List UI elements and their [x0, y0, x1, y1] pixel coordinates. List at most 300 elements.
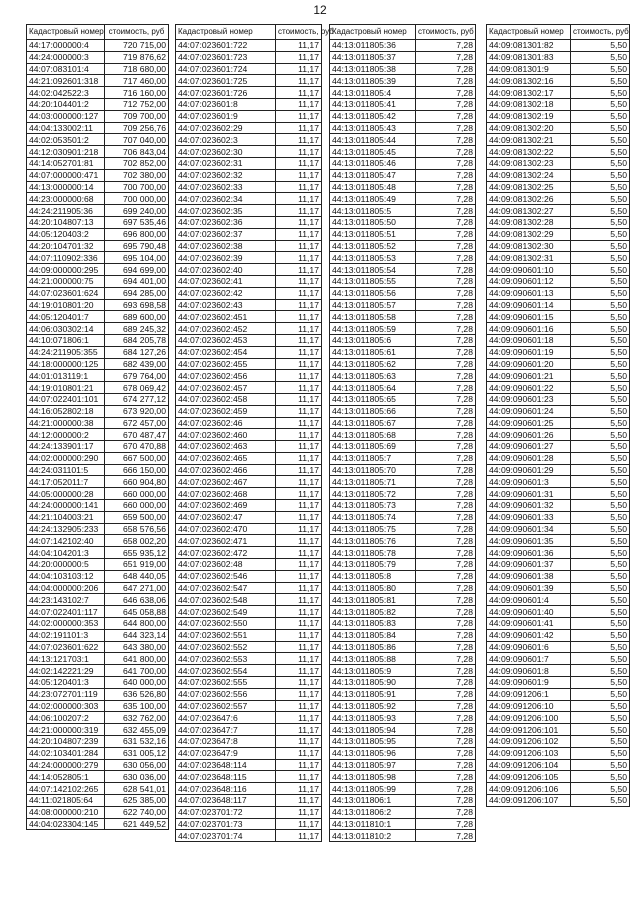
cadastral-number-cell: 44:13:011805:8	[330, 570, 416, 582]
cost-cell: 7,28	[416, 299, 476, 311]
cadastral-number-cell: 44:09:090601:32	[487, 500, 571, 512]
cadastral-number-cell: 44:07:023602:471	[176, 535, 276, 547]
cost-cell: 645 058,88	[105, 606, 169, 618]
cost-cell: 716 160,00	[105, 87, 169, 99]
cadastral-number-cell: 44:11:021805:64	[27, 795, 105, 807]
cost-cell: 689 245,32	[105, 323, 169, 335]
table-row	[27, 382, 169, 394]
table-row	[176, 511, 322, 523]
cost-cell: 5,50	[571, 618, 630, 630]
cost-cell: 5,50	[571, 275, 630, 287]
table-row	[487, 677, 630, 689]
table-row	[176, 275, 322, 287]
table-row	[27, 264, 169, 276]
table-row	[487, 700, 630, 712]
cost-cell: 5,50	[571, 240, 630, 252]
cost-cell: 658 576,56	[105, 523, 169, 535]
cost-cell: 7,28	[416, 712, 476, 724]
table-row	[176, 334, 322, 346]
cadastral-number-cell: 44:07:023648:117	[176, 795, 276, 807]
cost-cell: 5,50	[571, 452, 630, 464]
cost-cell: 5,50	[571, 629, 630, 641]
cost-cell: 7,28	[416, 441, 476, 453]
cost-cell: 5,50	[571, 535, 630, 547]
table-row	[27, 464, 169, 476]
table-row	[176, 818, 322, 830]
table-row	[176, 393, 322, 405]
table-row	[330, 417, 476, 429]
cost-cell: 5,50	[571, 511, 630, 523]
cadastral-number-cell: 44:09:090601:4	[487, 594, 571, 606]
cadastral-number-cell: 44:09:081302:21	[487, 134, 571, 146]
cadastral-number-cell: 44:09:090601:28	[487, 452, 571, 464]
table-row	[27, 488, 169, 500]
table-row	[27, 547, 169, 559]
cost-cell: 7,28	[416, 51, 476, 63]
table-row	[330, 441, 476, 453]
cadastral-number-cell: 44:05:120401:3	[27, 677, 105, 689]
cost-cell: 7,28	[416, 783, 476, 795]
cadastral-number-cell: 44:09:081302:22	[487, 146, 571, 158]
table-row	[487, 417, 630, 429]
cost-cell: 7,28	[416, 216, 476, 228]
cadastral-number-cell: 44:13:011805:76	[330, 535, 416, 547]
cadastral-number-cell: 44:07:022401:117	[27, 606, 105, 618]
table-row	[330, 547, 476, 559]
table-row	[27, 736, 169, 748]
cadastral-number-cell: 44:13:011805:43	[330, 122, 416, 134]
cost-cell: 697 535,46	[105, 216, 169, 228]
cadastral-number-cell: 44:13:011805:52	[330, 240, 416, 252]
table-row	[330, 334, 476, 346]
table-row	[27, 582, 169, 594]
table-row	[27, 299, 169, 311]
table-row	[330, 110, 476, 122]
table-row	[27, 523, 169, 535]
table-row	[330, 287, 476, 299]
cadastral-number-cell: 44:07:110902:336	[27, 252, 105, 264]
cadastral-number-cell: 44:07:023701:74	[176, 830, 276, 842]
cadastral-number-cell: 44:13:011805:72	[330, 488, 416, 500]
table-row	[27, 653, 169, 665]
table-row	[330, 169, 476, 181]
table-row	[330, 205, 476, 217]
cost-cell: 5,50	[571, 334, 630, 346]
cost-cell: 667 500,00	[105, 452, 169, 464]
cadastral-number-cell: 44:09:091206:100	[487, 712, 571, 724]
cadastral-number-cell: 44:07:023647:9	[176, 747, 276, 759]
cost-cell: 5,50	[571, 641, 630, 653]
table-row	[176, 75, 322, 87]
table-row	[487, 629, 630, 641]
cadastral-number-cell: 44:07:023602:40	[176, 264, 276, 276]
cost-cell: 660 000,00	[105, 500, 169, 512]
cost-cell: 702 380,00	[105, 169, 169, 181]
cost-cell: 11,17	[276, 629, 322, 641]
cost-cell: 7,28	[416, 618, 476, 630]
table-row	[27, 535, 169, 547]
table-row	[487, 712, 630, 724]
cost-cell: 11,17	[276, 169, 322, 181]
cost-cell: 11,17	[276, 216, 322, 228]
cadastral-number-cell: 44:24:133901:17	[27, 441, 105, 453]
table-row	[487, 535, 630, 547]
table-row	[176, 606, 322, 618]
cadastral-number-cell: 44:13:011805:38	[330, 63, 416, 75]
table-row	[176, 771, 322, 783]
cadastral-number-cell: 44:09:090601:6	[487, 641, 571, 653]
cost-cell: 11,17	[276, 476, 322, 488]
cost-cell: 5,50	[571, 559, 630, 571]
cost-cell: 11,17	[276, 606, 322, 618]
cost-cell: 7,28	[416, 547, 476, 559]
cost-cell: 11,17	[276, 346, 322, 358]
cost-cell: 5,50	[571, 429, 630, 441]
cadastral-number-cell: 44:13:011805:86	[330, 641, 416, 653]
cost-cell: 7,28	[416, 417, 476, 429]
cost-cell: 11,17	[276, 535, 322, 547]
table-row	[27, 122, 169, 134]
cost-cell: 11,17	[276, 547, 322, 559]
table-row	[487, 747, 630, 759]
table-row	[27, 157, 169, 169]
cost-cell: 666 150,00	[105, 464, 169, 476]
table-row	[487, 653, 630, 665]
cadastral-number-cell: 44:13:011805:65	[330, 393, 416, 405]
cadastral-number-cell: 44:09:090601:14	[487, 299, 571, 311]
cost-cell: 11,17	[276, 393, 322, 405]
cost-cell: 5,50	[571, 299, 630, 311]
table-row	[176, 358, 322, 370]
cadastral-number-cell: 44:19:010801:20	[27, 299, 105, 311]
cost-cell: 11,17	[276, 299, 322, 311]
cadastral-number-cell: 44:07:023648:116	[176, 783, 276, 795]
cadastral-number-cell: 44:21:000000:38	[27, 417, 105, 429]
table-row	[176, 629, 322, 641]
cadastral-number-cell: 44:13:011805:67	[330, 417, 416, 429]
cadastral-number-cell: 44:07:023602:554	[176, 665, 276, 677]
cost-cell: 7,28	[416, 641, 476, 653]
table-row	[176, 830, 322, 842]
cadastral-number-cell: 44:13:011805:6	[330, 334, 416, 346]
cadastral-number-cell: 44:07:023601:725	[176, 75, 276, 87]
cost-cell: 7,28	[416, 370, 476, 382]
table-row	[176, 535, 322, 547]
cadastral-number-cell: 44:09:090601:9	[487, 677, 571, 689]
cost-cell: 7,28	[416, 311, 476, 323]
cost-cell: 11,17	[276, 205, 322, 217]
cadastral-number-cell: 44:09:090601:7	[487, 653, 571, 665]
cost-cell: 11,17	[276, 134, 322, 146]
cost-cell: 694 401,00	[105, 275, 169, 287]
cost-cell: 11,17	[276, 464, 322, 476]
cost-cell: 7,28	[416, 181, 476, 193]
cadastral-number-cell: 44:13:011805:82	[330, 606, 416, 618]
table-row	[330, 665, 476, 677]
cost-cell: 7,28	[416, 476, 476, 488]
table-row	[176, 193, 322, 205]
table-row	[176, 559, 322, 571]
cost-cell: 631 532,16	[105, 736, 169, 748]
table-row	[176, 759, 322, 771]
cost-cell: 5,50	[571, 370, 630, 382]
cadastral-number-cell: 44:07:023647:8	[176, 736, 276, 748]
table-row	[330, 476, 476, 488]
cadastral-number-cell: 44:04:104201:3	[27, 547, 105, 559]
column-header-cadastral-number: Кадастровый номер	[330, 25, 416, 40]
cadastral-number-cell: 44:07:142102:265	[27, 783, 105, 795]
cadastral-number-cell: 44:07:023602:456	[176, 370, 276, 382]
table-row	[176, 783, 322, 795]
cadastral-number-cell: 44:09:081301:9	[487, 63, 571, 75]
cost-cell: 5,50	[571, 795, 630, 807]
cadastral-number-cell: 44:07:023602:454	[176, 346, 276, 358]
table-header-row	[176, 25, 322, 40]
cadastral-number-cell: 44:07:023602:465	[176, 452, 276, 464]
table-row	[27, 370, 169, 382]
cadastral-number-cell: 44:12:030901:218	[27, 146, 105, 158]
cadastral-number-cell: 44:09:081302:28	[487, 216, 571, 228]
table-row	[27, 606, 169, 618]
cost-cell: 5,50	[571, 417, 630, 429]
table-row	[27, 641, 169, 653]
cost-cell: 7,28	[416, 736, 476, 748]
table-row	[487, 688, 630, 700]
table-row	[487, 511, 630, 523]
table-row	[487, 110, 630, 122]
table-row	[330, 228, 476, 240]
table-row	[330, 464, 476, 476]
cadastral-number-cell: 44:02:053501:2	[27, 134, 105, 146]
table-row	[487, 559, 630, 571]
table-row	[330, 677, 476, 689]
cadastral-number-cell: 44:09:090601:13	[487, 287, 571, 299]
cadastral-number-cell: 44:09:090601:16	[487, 323, 571, 335]
column-header-cadastral-number: Кадастровый номер	[487, 25, 571, 40]
table-row	[27, 700, 169, 712]
table-row	[176, 724, 322, 736]
cost-cell: 706 843,04	[105, 146, 169, 158]
cost-cell: 5,50	[571, 287, 630, 299]
cost-cell: 11,17	[276, 75, 322, 87]
table-row	[487, 783, 630, 795]
table-row	[487, 205, 630, 217]
cadastral-number-cell: 44:07:023602:455	[176, 358, 276, 370]
cadastral-number-cell: 44:13:011805:96	[330, 747, 416, 759]
table-row	[176, 181, 322, 193]
table-row	[330, 795, 476, 807]
cost-cell: 11,17	[276, 275, 322, 287]
cost-cell: 7,28	[416, 334, 476, 346]
table-row	[176, 665, 322, 677]
cadastral-number-cell: 44:20:104807:13	[27, 216, 105, 228]
cost-cell: 11,17	[276, 759, 322, 771]
cost-cell: 700 700,00	[105, 181, 169, 193]
cadastral-number-cell: 44:07:023602:39	[176, 252, 276, 264]
cost-cell: 7,28	[416, 146, 476, 158]
table-row	[176, 311, 322, 323]
table-row	[176, 582, 322, 594]
table-row	[487, 641, 630, 653]
cadastral-number-cell: 44:13:011810:1	[330, 818, 416, 830]
table-row	[330, 724, 476, 736]
cost-cell: 11,17	[276, 594, 322, 606]
cadastral-number-cell: 44:09:090601:24	[487, 405, 571, 417]
cadastral-number-cell: 44:07:023602:48	[176, 559, 276, 571]
cost-cell: 11,17	[276, 323, 322, 335]
cost-cell: 5,50	[571, 688, 630, 700]
cadastral-number-cell: 44:07:023602:36	[176, 216, 276, 228]
cost-cell: 720 715,00	[105, 40, 169, 52]
table-row	[176, 441, 322, 453]
cost-cell: 5,50	[571, 488, 630, 500]
cadastral-number-cell: 44:18:000000:125	[27, 358, 105, 370]
cost-cell: 5,50	[571, 146, 630, 158]
cost-cell: 679 764,00	[105, 370, 169, 382]
cost-cell: 11,17	[276, 181, 322, 193]
cost-cell: 5,50	[571, 110, 630, 122]
table-row	[487, 51, 630, 63]
cost-cell: 11,17	[276, 665, 322, 677]
cadastral-number-cell: 44:09:081302:31	[487, 252, 571, 264]
cadastral-number-cell: 44:13:011805:56	[330, 287, 416, 299]
cadastral-number-cell: 44:24:211905:355	[27, 346, 105, 358]
cadastral-number-cell: 44:07:023601:724	[176, 63, 276, 75]
cost-cell: 630 036,00	[105, 771, 169, 783]
table-row	[176, 228, 322, 240]
table-row	[487, 87, 630, 99]
cost-cell: 673 920,00	[105, 405, 169, 417]
cost-cell: 5,50	[571, 712, 630, 724]
cadastral-number-cell: 44:13:011805:59	[330, 323, 416, 335]
cadastral-number-cell: 44:13:011805:5	[330, 205, 416, 217]
cadastral-number-cell: 44:07:023602:472	[176, 547, 276, 559]
table-row	[176, 594, 322, 606]
table-row	[27, 358, 169, 370]
table-row	[330, 535, 476, 547]
table-row	[27, 476, 169, 488]
cost-cell: 11,17	[276, 40, 322, 52]
cost-cell: 5,50	[571, 747, 630, 759]
cadastral-number-cell: 44:13:011805:4	[330, 87, 416, 99]
cost-cell: 659 500,00	[105, 511, 169, 523]
cadastral-number-cell: 44:09:090601:10	[487, 264, 571, 276]
table-row	[330, 346, 476, 358]
cadastral-number-cell: 44:13:011805:51	[330, 228, 416, 240]
cadastral-number-cell: 44:09:090601:41	[487, 618, 571, 630]
cost-cell: 682 439,00	[105, 358, 169, 370]
cost-cell: 7,28	[416, 700, 476, 712]
table-row	[487, 228, 630, 240]
cadastral-number-cell: 44:07:023602:29	[176, 122, 276, 134]
column-header-cost: стоимость, руб	[105, 25, 169, 40]
cost-cell: 5,50	[571, 665, 630, 677]
cadastral-number-cell: 44:09:090601:18	[487, 334, 571, 346]
table-row	[27, 747, 169, 759]
cadastral-number-cell: 44:07:023602:457	[176, 382, 276, 394]
cadastral-number-cell: 44:07:023602:469	[176, 500, 276, 512]
cadastral-number-cell: 44:07:023602:470	[176, 523, 276, 535]
cadastral-number-cell: 44:07:023602:557	[176, 700, 276, 712]
cost-cell: 632 455,09	[105, 724, 169, 736]
cost-cell: 695 104,00	[105, 252, 169, 264]
cost-cell: 7,28	[416, 795, 476, 807]
table-row	[176, 287, 322, 299]
table-row	[27, 87, 169, 99]
cost-cell: 7,28	[416, 559, 476, 571]
cost-cell: 660 000,00	[105, 488, 169, 500]
cost-cell: 7,28	[416, 157, 476, 169]
cost-cell: 11,17	[276, 736, 322, 748]
cadastral-number-cell: 44:17:052011:7	[27, 476, 105, 488]
cost-cell: 7,28	[416, 382, 476, 394]
cost-cell: 11,17	[276, 98, 322, 110]
cost-cell: 628 541,01	[105, 783, 169, 795]
cadastral-number-cell: 44:07:023602:556	[176, 688, 276, 700]
cost-cell: 5,50	[571, 771, 630, 783]
table-row	[487, 216, 630, 228]
cost-cell: 622 740,00	[105, 806, 169, 818]
cadastral-number-cell: 44:07:023602:550	[176, 618, 276, 630]
cadastral-number-cell: 44:07:023602:35	[176, 205, 276, 217]
cadastral-table-3	[329, 24, 476, 842]
table-row	[176, 299, 322, 311]
cost-cell: 699 240,00	[105, 205, 169, 217]
table-row	[27, 818, 169, 830]
cadastral-number-cell: 44:19:010801:21	[27, 382, 105, 394]
cadastral-number-cell: 44:14:052805:1	[27, 771, 105, 783]
cadastral-number-cell: 44:13:011805:45	[330, 146, 416, 158]
cadastral-number-cell: 44:09:081301:82	[487, 40, 571, 52]
cost-cell: 658 002,20	[105, 535, 169, 547]
table-row	[330, 653, 476, 665]
cost-cell: 5,50	[571, 653, 630, 665]
table-row	[27, 618, 169, 630]
cost-cell: 5,50	[571, 75, 630, 87]
cadastral-number-cell: 44:05:120401:7	[27, 311, 105, 323]
cost-cell: 5,50	[571, 500, 630, 512]
cadastral-number-cell: 44:07:023602:551	[176, 629, 276, 641]
table-row	[176, 700, 322, 712]
table-row	[27, 795, 169, 807]
table-row	[487, 157, 630, 169]
cadastral-number-cell: 44:20:104401:2	[27, 98, 105, 110]
cost-cell: 5,50	[571, 464, 630, 476]
table-row	[487, 606, 630, 618]
cadastral-number-cell: 44:13:011805:49	[330, 193, 416, 205]
cadastral-number-cell: 44:07:023602:458	[176, 393, 276, 405]
cadastral-number-cell: 44:09:091206:105	[487, 771, 571, 783]
table-row	[176, 570, 322, 582]
cadastral-number-cell: 44:13:011805:95	[330, 736, 416, 748]
cadastral-number-cell: 44:07:023601:722	[176, 40, 276, 52]
cadastral-number-cell: 44:16:052802:18	[27, 405, 105, 417]
table-row	[176, 216, 322, 228]
cost-cell: 719 876,62	[105, 51, 169, 63]
cadastral-number-cell: 44:09:091206:10	[487, 700, 571, 712]
cadastral-number-cell: 44:07:023701:72	[176, 806, 276, 818]
cost-cell: 644 800,00	[105, 618, 169, 630]
table-row	[176, 464, 322, 476]
table-row	[330, 523, 476, 535]
cadastral-number-cell: 44:13:011805:50	[330, 216, 416, 228]
table-row	[330, 87, 476, 99]
table-row	[176, 40, 322, 52]
cadastral-number-cell: 44:09:091206:106	[487, 783, 571, 795]
cost-cell: 700 000,00	[105, 193, 169, 205]
cadastral-number-cell: 44:21:104003:21	[27, 511, 105, 523]
cadastral-number-cell: 44:07:023602:451	[176, 311, 276, 323]
